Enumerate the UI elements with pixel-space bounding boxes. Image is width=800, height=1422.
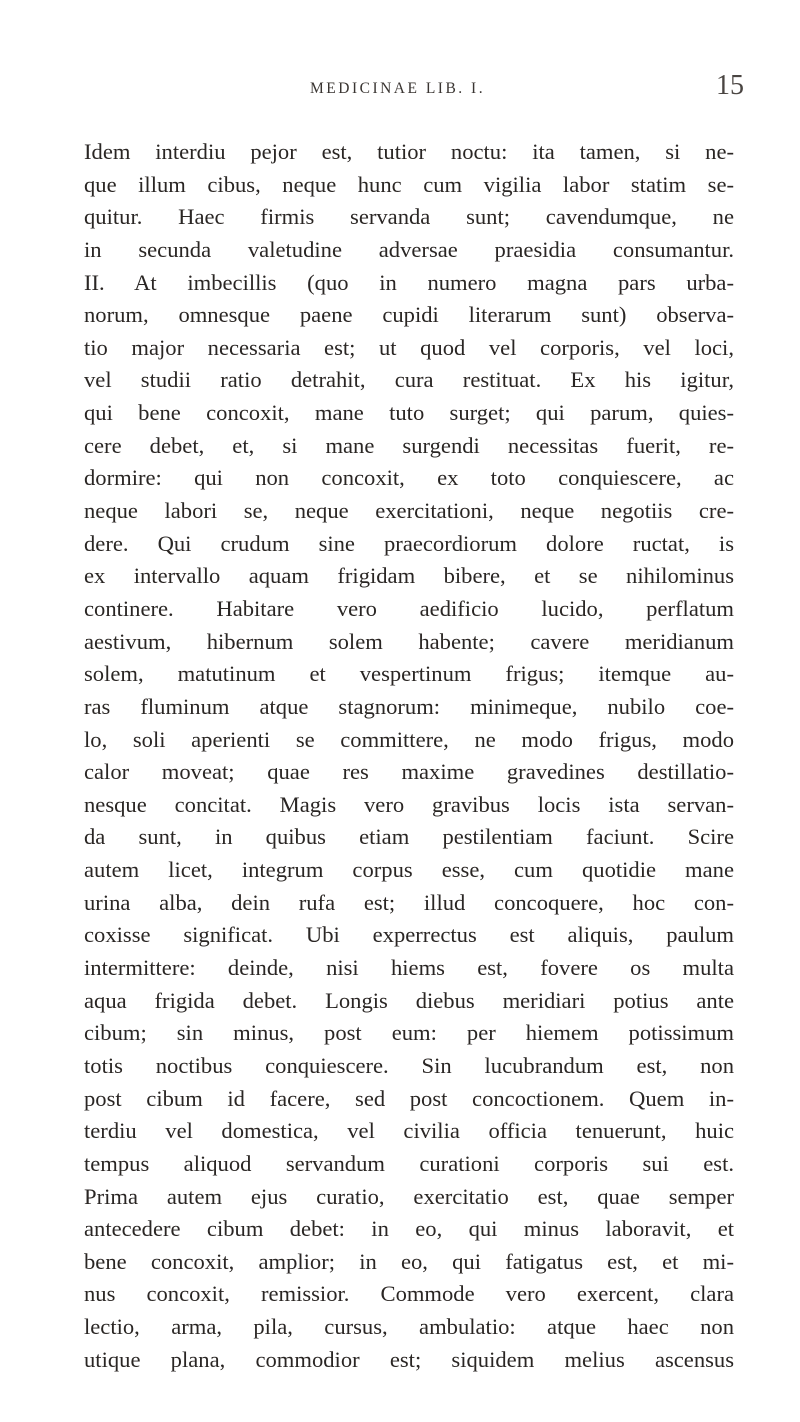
- body-text: [84, 136, 734, 1376]
- text-line: norum, omnesque paene cupidi literarum sunt) observa-: [84, 302, 734, 328]
- text-line: quitur. Haec firmis servanda sunt; cavendumque, ne: [84, 204, 734, 230]
- text-line: solem, matutinum et vespertinum frigus; itemque au-: [84, 661, 734, 687]
- text-line: utique plana, commodior est; siquidem melius ascensus: [84, 1346, 734, 1372]
- text-line: aestivum, hibernum solem habente; cavere meridianum: [84, 628, 734, 654]
- text-line: lo, soli aperienti se committere, ne modo frigus, modo: [84, 726, 734, 752]
- text-line: qui bene concoxit, mane tuto surget; qui parum, quies-: [84, 400, 734, 426]
- text-line: continere. Habitare vero aedificio lucido, perflatum: [84, 595, 734, 621]
- text-line: Prima autem ejus curatio, exercitatio est, quae semper: [84, 1183, 734, 1209]
- text-line: que illum cibus, neque hunc cum vigilia labor statim se-: [84, 171, 734, 197]
- text-line: ex intervallo aquam frigidam bibere, et se nihilominus: [84, 563, 734, 589]
- running-head: [0, 70, 800, 120]
- text-line: vel studii ratio detrahit, cura restituat. Ex his igitur,: [84, 367, 734, 393]
- text-line: nesque concitat. Magis vero gravibus locis ista servan-: [84, 791, 734, 817]
- text-line: autem licet, integrum corpus esse, cum quotidie mane: [84, 857, 734, 883]
- text-line: totis noctibus conquiescere. Sin lucubrandum est, non: [84, 1052, 734, 1078]
- text-line: neque labori se, neque exercitationi, neque negotiis cre-: [84, 498, 734, 524]
- text-line: in secunda valetudine adversae praesidia consumantur.: [84, 236, 734, 262]
- text-line: Idem interdiu pejor est, tutior noctu: ita tamen, si ne-: [84, 139, 734, 164]
- text-line: aqua frigida debet. Longis diebus meridiari potius ante: [84, 987, 734, 1013]
- page-number: 15: [716, 70, 744, 101]
- text-line: calor moveat; quae res maxime gravedines destillatio-: [84, 759, 734, 785]
- text-line: nus concoxit, remissior. Commode vero exercent, clara: [84, 1281, 734, 1307]
- text-line: urina alba, dein rufa est; illud concoquere, hoc con-: [84, 889, 734, 915]
- text-line: coxisse significat. Ubi experrectus est aliquis, paulum: [84, 922, 734, 948]
- text-line: terdiu vel domestica, vel civilia officia tenuerunt, huic: [84, 1118, 734, 1144]
- text-line: antecedere cibum debet: in eo, qui minus laboravit, et: [84, 1216, 734, 1242]
- text-line: cibum; sin minus, post eum: per hiemem potissimum: [84, 1020, 734, 1046]
- text-line: post cibum id facere, sed post concoctionem. Quem in-: [84, 1085, 734, 1111]
- text-line: tio major necessaria est; ut quod vel corporis, vel loci,: [84, 334, 734, 360]
- text-line: lectio, arma, pila, cursus, ambulatio: atque haec non: [84, 1314, 734, 1340]
- running-title: MEDICINAE LIB. I.: [310, 80, 486, 97]
- text-line: II. At imbecillis (quo in numero magna pars urba-: [84, 269, 734, 295]
- text-line: tempus aliquod servandum curationi corporis sui est.: [84, 1150, 734, 1176]
- text-line: dormire: qui non concoxit, ex toto conquiescere, ac: [84, 465, 734, 491]
- text-line: intermittere: deinde, nisi hiems est, fovere os multa: [84, 955, 734, 981]
- text-line: cere debet, et, si mane surgendi necessitas fuerit, re-: [84, 432, 734, 458]
- text-line: ras fluminum atque stagnorum: minimeque, nubilo coe-: [84, 693, 734, 719]
- text-line: dere. Qui crudum sine praecordiorum dolore ructat, is: [84, 530, 734, 556]
- text-line: bene concoxit, amplior; in eo, qui fatigatus est, et mi-: [84, 1248, 734, 1274]
- text-line: da sunt, in quibus etiam pestilentiam faciunt. Scire: [84, 824, 734, 850]
